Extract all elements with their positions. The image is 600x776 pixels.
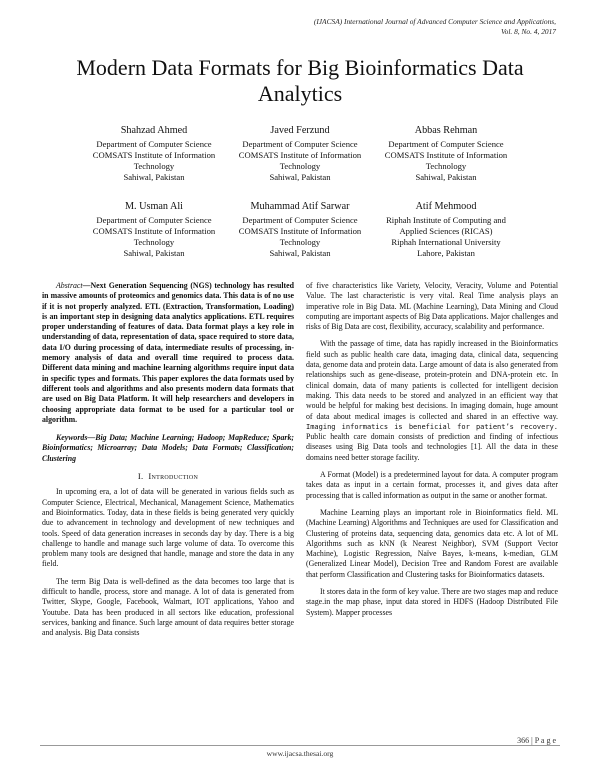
author-affiliation: Technology bbox=[279, 237, 321, 247]
author-affiliation: Riphah Institute of Computing and bbox=[386, 215, 506, 225]
author-location: Sahiwal, Pakistan bbox=[123, 248, 185, 258]
author-location: Sahiwal, Pakistan bbox=[123, 172, 185, 182]
footer-divider bbox=[40, 745, 560, 746]
abstract-label: Abstract bbox=[56, 281, 83, 290]
author-name: Muhammad Atif Sarwar bbox=[250, 201, 350, 212]
author-block-3 bbox=[356, 125, 536, 183]
author-name: M. Usman Ali bbox=[124, 201, 183, 212]
intro-paragraph: The term Big Data is well-defined as the data becomes too large that is difficult to handle, process, store and manage. A lot of data is generated from Twitter, Skype, Google, Facebook, Walmart, IOT applications, Yahoo and Youtube. Data has been produced in all sectors like education, professional services, banking and finance. Such large amount of data requires better storage and analysis. Big Data consists bbox=[42, 576, 294, 638]
author-name: Javed Ferzund bbox=[270, 125, 330, 136]
body-paragraph bbox=[306, 339, 558, 463]
body-text-highlight: Imaging informatics is beneficial for patient’s recovery. bbox=[306, 422, 558, 431]
author-name: Abbas Rehman bbox=[414, 125, 478, 136]
body-text: With the passage of time, data has rapidly increased in the Bioinformatics field such as public health care data, imaging data, clinical data, sequencing data, genome data and protein data. Large amount of data is also generated from relationships such as gene-disease, protein-protein and DNA-protein etc. In clinical domain, data of many patients is collected for intelligent decision making. This data needs to be stored and analyzed in an efficient way that would be helpful for making best decisions. In imaging domain, huge amount of data about medical images is collected and shared in an effective way. bbox=[306, 339, 558, 421]
body-paragraph: Machine Learning plays an important role in Bioinformatics field. ML (Machine Learning) Algorithms and Techniques are used for Classification and Clustering of proteins data, sequencing data, genomics data etc. A lot of ML Algorithms such as kNN (k Nearest Neighbor), SVM (Support Vector Machine), Logistic Regression, Naïve Bayes, k-means, k-median, GLM (Generalized Linear Model), Decision Tree and Random Forest are available that perform Classification and Clustering tasks for Bioinformatics datasets. bbox=[306, 507, 558, 579]
section-title: Introduction bbox=[148, 471, 199, 482]
author-location: Sahiwal, Pakistan bbox=[269, 248, 331, 258]
author-affiliation: Department of Computer Science bbox=[96, 139, 212, 149]
author-location: Sahiwal, Pakistan bbox=[269, 172, 331, 182]
abstract bbox=[42, 281, 294, 425]
author-affiliation: COMSATS Institute of Information bbox=[384, 150, 508, 160]
journal-volume: Vol. 8, No. 4, 2017 bbox=[500, 27, 556, 36]
author-affiliation: Riphah International University bbox=[391, 237, 501, 247]
body-paragraph: A Format (Model) is a predetermined layout for data. A computer program takes data as input in a certain format, processes it, and gives data after processing that is called information as output in the same or another format. bbox=[306, 470, 558, 500]
author-name: Atif Mehmood bbox=[415, 201, 477, 212]
author-affiliation: Technology bbox=[133, 161, 175, 171]
author-affiliation: COMSATS Institute of Information bbox=[92, 150, 216, 160]
author-affiliation: Technology bbox=[425, 161, 467, 171]
author-affiliation: Applied Sciences (RICAS) bbox=[399, 226, 493, 236]
journal-name: (IJACSA) International Journal of Advanced Computer Science and Applications, bbox=[313, 17, 556, 26]
author-affiliation: COMSATS Institute of Information bbox=[92, 226, 216, 236]
abstract-text: —Next Generation Sequencing (NGS) technology has resulted in massive amounts of proteomics and genomics data. This data is of no use if it is not properly analyzed. ETL (Extraction, Transformation, Loading) is an important step in designing data analytics applications. ETL requires proper understanding of features of data. Data format plays a key role in understanding of data, representation of data, space required to store data, data I/O during processing of data, intermediate results of processing, in-memory analysis of data and overall time required to process data. Different data mining and machine learning algorithms require input data in specific types and formats. This paper explores the data formats used by different tools and algorithms and also presents modern data formats that are used on Big Data Platform. It will help researchers and developers in choosing appropriate data format to be used for a particular tool or algorithm. bbox=[42, 281, 294, 424]
author-affiliation: Technology bbox=[279, 161, 321, 171]
body-paragraph: It stores data in the form of key value. There are two stages map and reduce stage.in the map phase, input data stored in HDFS (Hadoop Distributed File System). Mapper processes bbox=[306, 587, 558, 617]
journal-url: www.ijacsa.thesai.org bbox=[266, 749, 334, 758]
left-column bbox=[42, 281, 294, 639]
intro-paragraph: In upcoming era, a lot of data will be generated in various fields such as Computer Science, Electrical, Mechanical, Management Science, Mathematics and Bioinformatics. Today, data in these fields is being generated very quickly due to advancement in technology and development of new techniques and tools. Speed of data generation increases in seconds day by day. There is a big challenge to handle and manage such large volume of data. To overcome this problem many tools are designed that handle, manage and store the data in any field. bbox=[42, 487, 294, 569]
section-number: I. bbox=[137, 471, 144, 482]
keywords-text: —Big Data; Machine Learning; Hadoop; MapReduce; Spark; Bioinformatics; Microarray; Data Models; Data Formats; Classification; Clustering bbox=[42, 433, 294, 463]
author-location: Lahore, Pakistan bbox=[417, 248, 475, 258]
author-affiliation: Department of Computer Science bbox=[242, 215, 358, 225]
author-affiliation: Department of Computer Science bbox=[388, 139, 504, 149]
body-text: Public health care domain consists of prediction and finding of infectious diseases using Big Data tools and technologies [1]. All the data in these domains need better storage facility. bbox=[306, 432, 558, 462]
author-name: Shahzad Ahmed bbox=[120, 125, 188, 136]
author-affiliation: COMSATS Institute of Information bbox=[238, 226, 362, 236]
author-affiliation: Technology bbox=[133, 237, 175, 247]
author-affiliation: Department of Computer Science bbox=[96, 215, 212, 225]
author-affiliation: COMSATS Institute of Information bbox=[238, 150, 362, 160]
page-number: 366 | P a g e bbox=[517, 736, 556, 745]
keywords bbox=[42, 433, 294, 464]
author-location: Sahiwal, Pakistan bbox=[415, 172, 477, 182]
author-block-6 bbox=[356, 201, 536, 259]
right-column bbox=[306, 281, 558, 618]
author-affiliation: Department of Computer Science bbox=[242, 139, 358, 149]
section-heading bbox=[42, 471, 294, 481]
paper-title: Modern Data Formats for Big Bioinformatics Data Analytics bbox=[76, 55, 524, 106]
body-paragraph: of five characteristics like Variety, Velocity, Veracity, Volume and Potential Value. The last characteristic is very vital. Real Time analysis plays an imperative role in Big Data. ML (Machine Learning), Data Mining and Cloud computing are important aspects of Big Data applications. Major challenges and risks of Big Data are cost, flexibility, accuracy, scalability and performance. bbox=[306, 281, 559, 332]
journal-header bbox=[226, 17, 556, 37]
keywords-label: Keywords bbox=[56, 433, 88, 443]
